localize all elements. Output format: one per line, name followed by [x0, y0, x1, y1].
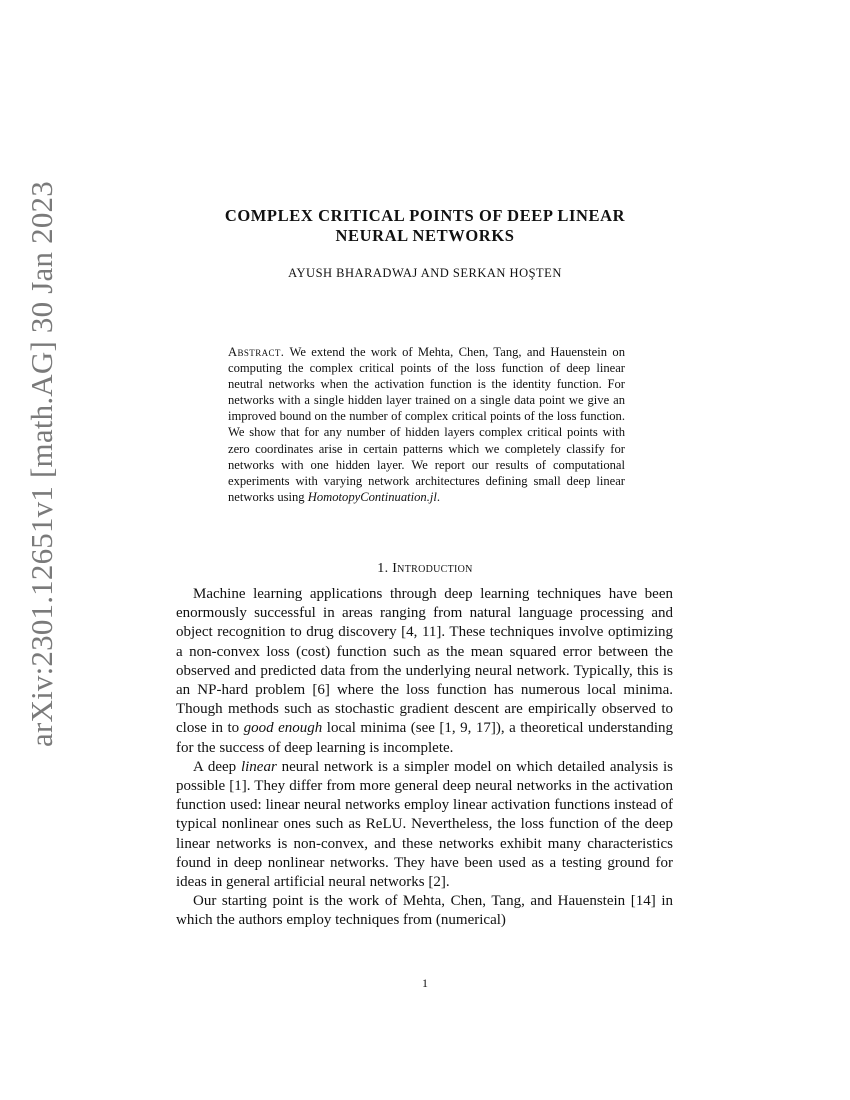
paper-title [175, 206, 675, 246]
paragraph-2-emphasis: linear [240, 758, 277, 775]
abstract-text-end: . [436, 489, 441, 504]
abstract-software-name: HomotopyContinuation.jl [307, 489, 437, 504]
section-title: Introduction [392, 561, 473, 576]
abstract-text: We extend the work of Mehta, Chen, Tang, and Hauenstein on computing the complex critical points of the loss function of deep linear neutral networks when the activation function is the identity function. For networks with a single hidden layer trained on a single data point we give an improved bound on the number of complex critical points of the loss function. We show that for any number of hidden layers complex critical points with zero coordinates arise in certain patterns which we completely classify for networks with one hidden layer. We report our results of computational experiments with varying network architectures defining small deep linear networks using [228, 345, 625, 504]
section-heading-introduction [175, 561, 675, 577]
paper-title-line-2: NEURAL NETWORKS [335, 226, 515, 245]
page-number: 1 [422, 976, 428, 990]
section-number: 1. [377, 561, 389, 576]
paragraph-2-text-end: neural network is a simpler model on which detailed analysis is possible [1]. They differ from more general deep neural networks in the activation function used: linear neural networks employ linear activation functions instead of typical nonlinear ones such as ReLU. Nevertheless, the loss function of the deep linear networks is non-convex, and these networks exhibit many characteristics found in deep nonlinear networks. They have been used as a testing ground for ideas in general artificial neural networks [2]. [176, 758, 674, 891]
paragraph-2-text: A deep [193, 758, 237, 775]
paragraph-2 [176, 758, 673, 892]
paragraph-3: Our starting point is the work of Mehta, Chen, Tang, and Hauenstein [14] in which the authors employ techniques from (numerical) [176, 893, 673, 929]
paragraph-1-text: Machine learning applications through deep learning techniques have been enormously successful in areas ranging from natural language processing and object recognition to drug discovery [4, 11]. These techniques involve optimizing a non-convex loss (cost) function such as the mean squared error between the observed and predicted data from the underlying neural network. Typically, this is an NP-hard problem [6] where the loss function has numerous local minima. Though methods such as stochastic gradient descent are empirically observed to close in to [176, 586, 673, 737]
paragraph-1-emphasis: good enough [243, 720, 323, 737]
paper-authors: AYUSH BHARADWAJ AND SERKAN HOŞTEN [288, 266, 562, 280]
abstract-label: Abstract. [228, 345, 285, 359]
paper-title-line-1: COMPLEX CRITICAL POINTS OF DEEP LINEAR [224, 206, 626, 225]
introduction-body [176, 585, 673, 931]
arxiv-identifier-stamp [14, 181, 70, 747]
paragraph-1 [176, 585, 673, 758]
abstract [228, 344, 625, 505]
paragraph-1-text-end: local minima (see [1, 9, 17]), a theoretical understanding for the success of deep learning is incomplete. [176, 720, 674, 756]
arxiv-identifier-text: arXiv:2301.12651v1 [math.AG] 30 Jan 2023 [24, 181, 59, 747]
